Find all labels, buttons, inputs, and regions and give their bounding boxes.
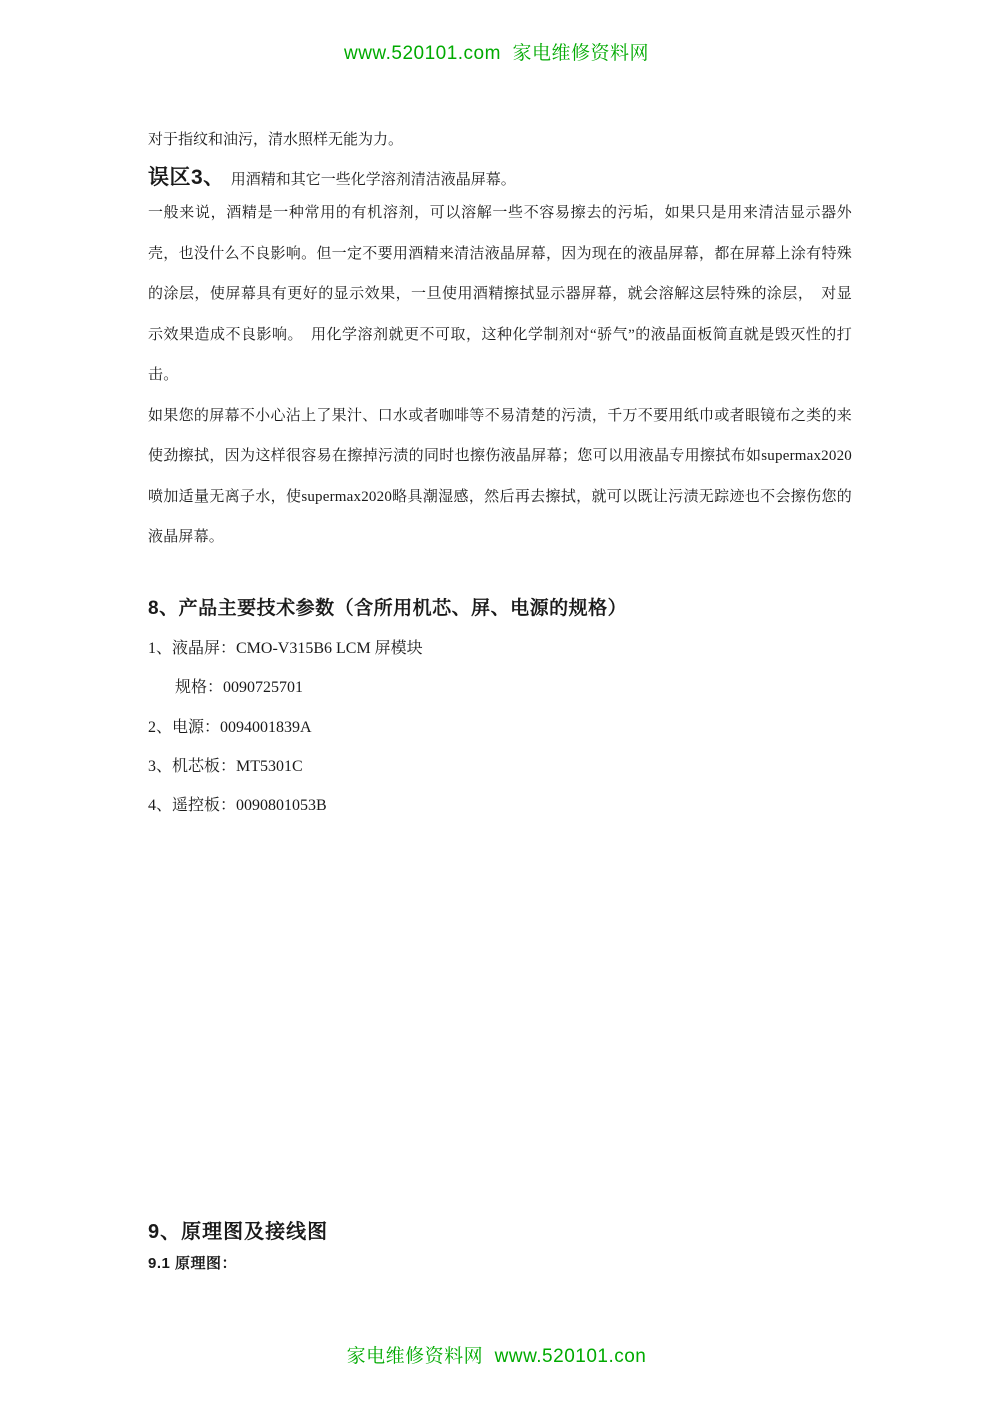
section9-subheading: 9.1 原理图： (148, 1255, 238, 1272)
spec-list (148, 629, 423, 825)
intro-line: 对于指纹和油污，清水照样无能为力。 (148, 132, 404, 148)
section8-heading: 8、产品主要技术参数（含所用机芯、屏、电源的规格） (148, 598, 628, 619)
myth3-title: 用酒精和其它一些化学溶剂清洁液晶屏幕。 (230, 172, 516, 188)
spec-item-lcd-panel: 1、液晶屏：CMO-V315B6 LCM 屏模块 (148, 640, 423, 657)
myth3-label: 误区3、 (148, 166, 225, 189)
body-paragraphs (148, 193, 852, 558)
footer-watermark: 家电维修资料网 www.520101.con (346, 1346, 647, 1367)
spec-item-lcd-spec: 规格：0090725701 (175, 679, 304, 697)
spec-item-mainboard: 3、机芯板：MT5301C (148, 757, 303, 775)
spec-item-power-supply: 2、电源：0094001839A (148, 718, 312, 736)
header-watermark: www.520101.com 家电维修资料网 (343, 43, 650, 64)
paragraph-alcohol-warning: 一般来说，酒精是一种常用的有机溶剂，可以溶解一些不容易擦去的污垢，如果只是用来清洁显示器外壳，也没什么不良影响。但一定不要用酒精来清洁液晶屏幕，因为现在的液晶屏幕，都在屏幕上涂有特殊的涂层，使屏幕具有更好的显示效果，一旦使用酒精擦拭显示器屏幕，就会溶解这层特殊的涂层， 对显示效果造成不良影响。 用化学溶剂就更不可取，这种化学制剂对“骄气”的液晶面板简直就是毁灭性的打击。 (148, 205, 852, 383)
paragraph-stain-cleaning: 如果您的屏幕不小心沾上了果汁、口水或者咖啡等不易清楚的污渍，千万不要用纸巾或者眼镜布之类的来使劲擦拭，因为这样很容易在擦掉污渍的同时也擦伤液晶屏幕；您可以用液晶专用擦拭布如supermax2020喷加适量无离子水，使supermax2020略具潮湿感，然后再去擦拭，就可以既让污渍无踪迹也不会擦伤您的液晶屏幕。 (148, 407, 852, 545)
section9-heading: 9、原理图及接线图 (148, 1221, 329, 1243)
spec-item-remote-board: 4、遥控板：0090801053B (148, 797, 327, 815)
myth3-heading (148, 161, 516, 191)
